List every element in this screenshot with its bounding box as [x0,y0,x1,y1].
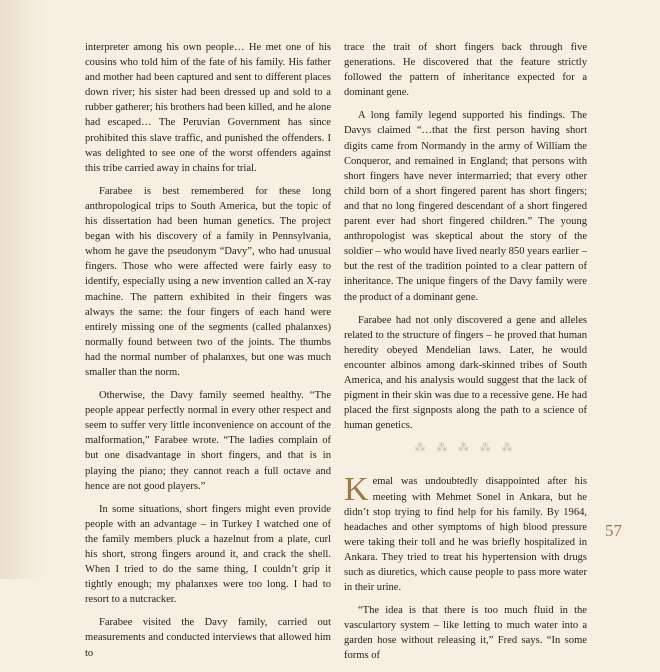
page-gutter-shadow [0,0,46,579]
paragraph: In some situations, short fingers might even provide people with an advantage – in Turkey I watched one of the family members pluck a hazelnut from a plate, curl his short, strong fingers around it, and crack the shell. When I tried to do the same thing, I couldn’t grip it tightly enough; my phalanxes were too long. I had to resort to a nutcracker. [85,503,331,606]
paragraph: Farabee is best remembered for these long anthropological trips to South America, but the topic of his dissertation had been human genetics. The project began with his discovery of a family in Pennsylvania, whom he gave the pseudonym “Davy”, who had unusual fingers. Those who were affected were fairly easy to identify, especially using a new invention called an X-ray machine. The pattern exhibited in their fingers was always the same: the four fingers of each hand were entirely missing one of the segments (called phalanxes) normally found between two of the joints. The thumbs had the normal number of phalanxes, but one was much smaller than the norm. [85,185,331,378]
page-number: 57 [605,521,622,540]
paragraph: Farabee had not only discovered a gene and alleles related to the structure of fingers – he proved that human heredity obeyed Mendelian laws. Later, he would encounter albinos among dark-skinned tribes of South America, and his analysis would suggest that the lack of pigment in their skin was due to a recessive gene. He had placed the first signposts along the path to a science of human genetics. [344,314,587,432]
right-text-column [344,40,587,672]
paragraph: Otherwise, the Davy family seemed healthy. “The people appear perfectly normal in every other respect and seem to suffer very little inconvenience on account of the malformation,” Farabee wrote. “The ladies complain of but one disadvantage in short fingers, and that is in playing the piano; they cannot reach a full octave and hence are not good players.” [85,390,331,492]
drop-cap-letter: K [344,471,369,509]
paragraph: Farabee visited the Davy family, carried out measurements and conducted interviews that allowed him to [85,617,331,659]
paragraph: “The idea is that there is too much fluid in the vasculartory system – like letting to much water into a garden hose without releasing it,” Fred says. “In some forms of [344,605,587,662]
dropcap-paragraph [344,471,587,595]
left-text-column [85,40,331,669]
section-break-ornament: ⁂ ⁂ ⁂ ⁂ ⁂ [414,442,517,455]
paragraph: trace the trait of short fingers back through five generations. He discovered that the feature strictly followed the pattern of inheritance expected for a dominant gene. [344,42,587,99]
dropcap-paragraph-text: emal was undoubtedly disappointed after his meeting with Mehmet Sonel in Ankara, but he didn’t stop trying to find help for his family. By 1964, headaches and other symptoms of high blood pressure were taking their toll and he was briefly hospitalized in Ankara. They tried to treat his hypertension with drugs such as diuretics, which cause people to pass more water in their urine. [344,476,587,594]
paragraph: A long family legend supported his findings. The Davys claimed “…that the first person having short digits came from Normandy in the army of William the Conqueror, and remained in England; that persons with short fingers have never intermarried; that every other child born of a short fingered parent has short fingers; and that no long fingered descendant of a short fingered parent ever had short fingered children.” The young anthropologist was skeptical about the story of the soldier – who would have lived nearly 850 years earlier – but the rest of the tradition pointed to a clear pattern of inheritance. The unique fingers of the Davy family were the product of a dominant gene. [344,110,587,303]
paragraph: interpreter among his own people… He met one of his cousins who told him of the fate of his family. His father and mother had been captured and sent to different places down river; his sister had been dressed up and sold to a rubber gatherer; his brothers had been killed, and he alone had escaped… The Peruvian Government has since prohibited this slave traffic, and punished the offenders. I was delighted to see one of the worst offenders against this tribe carried away in chains for trial. [85,42,331,174]
